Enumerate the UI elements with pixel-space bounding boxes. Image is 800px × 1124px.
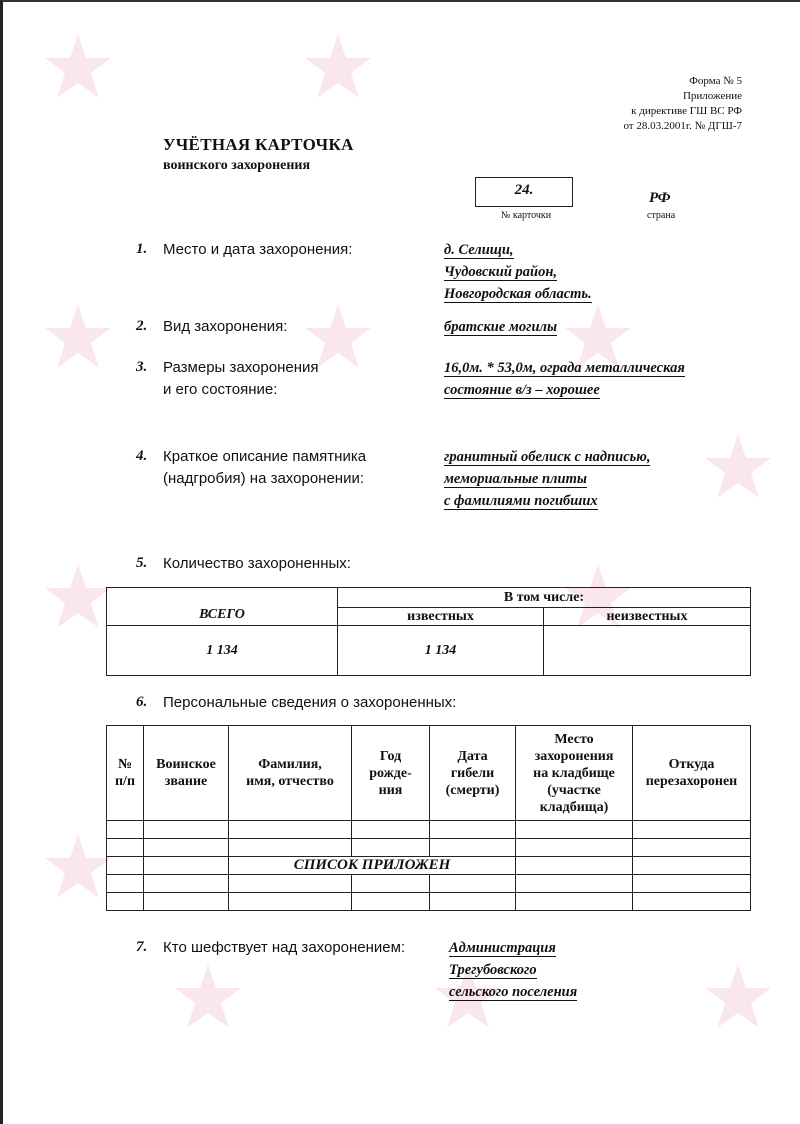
title-line-1: УЧЁТНАЯ КАРТОЧКА	[163, 135, 354, 154]
header-line: Год	[379, 748, 402, 764]
known-value: 1 134	[338, 626, 544, 676]
item-4-value-line: с фамилиями погибших	[444, 493, 598, 509]
header-burial-place	[516, 726, 633, 821]
header-line: ния	[378, 782, 403, 798]
item-1-value-line: Новгородская область.	[444, 286, 592, 302]
header-rank	[144, 726, 229, 821]
watermark-stamp-icon	[43, 562, 113, 632]
header-line: гибели	[450, 765, 495, 781]
watermark-stamp-icon	[703, 962, 773, 1032]
header-birth-year	[352, 726, 430, 821]
header-line: Откуда	[668, 757, 715, 772]
item-2-value-line: братские могилы	[444, 319, 558, 335]
item-3-label-line: и его состояние:	[163, 381, 278, 398]
header-reburied-from	[633, 726, 751, 821]
item-6-label: Персональные сведения о захороненных:	[163, 694, 457, 711]
item-6-number: 6.	[136, 694, 148, 710]
total-value: 1 134	[107, 626, 338, 676]
item-5-number: 5.	[136, 555, 148, 571]
item-2-value	[444, 316, 557, 338]
country-value: РФ	[649, 190, 671, 206]
item-2-label: Вид захоронения:	[163, 318, 288, 335]
item-3-value	[444, 357, 685, 401]
item-3-value-line: 16,0м. * 53,0м, ограда металлическая	[444, 360, 685, 376]
header-line: захоронения	[534, 748, 614, 764]
header-line: Воинское	[156, 757, 216, 772]
card-number-box: 24.	[475, 177, 573, 207]
header-line: звание	[164, 774, 208, 789]
header-number	[107, 726, 144, 821]
watermark-stamp-icon	[43, 302, 113, 372]
header-line: Место	[554, 731, 594, 747]
item-1-value-line: д. Селищи,	[444, 242, 514, 258]
watermark-stamp-icon	[43, 832, 113, 902]
item-7-value-line: сельского поселения	[449, 984, 578, 1000]
known-header: известных	[338, 608, 544, 626]
header-line: №	[117, 757, 133, 772]
item-7-label: Кто шефствует над захоронением:	[163, 939, 406, 956]
directive-label: к директиве ГШ ВС РФ	[631, 105, 742, 117]
watermark-stamp-icon	[43, 32, 113, 102]
header-line: Фамилия,	[258, 757, 322, 772]
header-death-date	[430, 726, 516, 821]
total-header: ВСЕГО	[107, 588, 338, 626]
unknown-header: неизвестных	[544, 608, 751, 626]
header-line: имя, отчество	[246, 774, 334, 789]
appendix-label: Приложение	[682, 90, 742, 102]
header-line: рожде-	[369, 765, 412, 781]
item-4-label-line: Краткое описание памятника	[163, 448, 367, 465]
document-title	[163, 135, 354, 174]
item-4-label	[163, 446, 366, 490]
count-table	[106, 587, 751, 676]
item-7-number: 7.	[136, 939, 148, 955]
item-1-number: 1.	[136, 241, 148, 257]
header-full-name	[229, 726, 352, 821]
watermark-stamp-icon	[173, 962, 243, 1032]
card-number-caption: № карточки	[500, 210, 552, 221]
unknown-value	[544, 626, 751, 676]
item-7-value-line: Трегубовского	[449, 962, 537, 978]
watermark-stamp-icon	[703, 432, 773, 502]
title-line-2: воинского захоронения	[163, 158, 311, 173]
including-header: В том числе:	[338, 588, 751, 608]
item-3-number: 3.	[136, 359, 148, 375]
header-line: Дата	[457, 748, 488, 764]
country-caption: страна	[647, 210, 676, 221]
header-line: (участке	[547, 782, 601, 798]
watermark-stamp-icon	[303, 32, 373, 102]
item-1-value-line: Чудовский район,	[444, 264, 557, 280]
item-3-value-line: состояние в/з – хорошее	[444, 382, 600, 398]
item-5-label: Количество захороненных:	[163, 555, 351, 572]
header-line: п/п	[114, 774, 136, 789]
item-2-number: 2.	[136, 318, 148, 334]
personal-table	[106, 725, 751, 911]
table-row	[107, 893, 751, 911]
item-4-value	[444, 446, 650, 512]
table-row	[107, 839, 751, 857]
item-3-label	[163, 357, 319, 401]
item-3-label-line: Размеры захоронения	[163, 359, 319, 376]
table-row	[107, 857, 751, 875]
item-4-number: 4.	[136, 448, 148, 464]
header-line: на кладбище	[533, 765, 615, 781]
form-header	[623, 74, 742, 134]
item-1-value	[444, 239, 592, 305]
item-7-value-line: Администрация	[449, 940, 556, 956]
item-1-label: Место и дата захоронения:	[163, 241, 353, 258]
table-row	[107, 821, 751, 839]
item-4-label-line: (надгробия) на захоронении:	[163, 470, 364, 487]
item-4-value-line: мемориальные плиты	[444, 471, 587, 487]
directive-date: от 28.03.2001г. № ДГШ-7	[623, 120, 742, 132]
header-line: кладбища)	[539, 799, 609, 815]
form-number: Форма № 5	[689, 75, 742, 87]
item-7-value	[449, 937, 577, 1003]
list-attached-note: СПИСОК ПРИЛОЖЕН	[229, 857, 516, 875]
header-line: (смерти)	[445, 782, 500, 798]
item-4-value-line: гранитный обелиск с надписью,	[444, 449, 651, 465]
table-row	[107, 875, 751, 893]
header-line: перезахоронен	[645, 774, 738, 789]
